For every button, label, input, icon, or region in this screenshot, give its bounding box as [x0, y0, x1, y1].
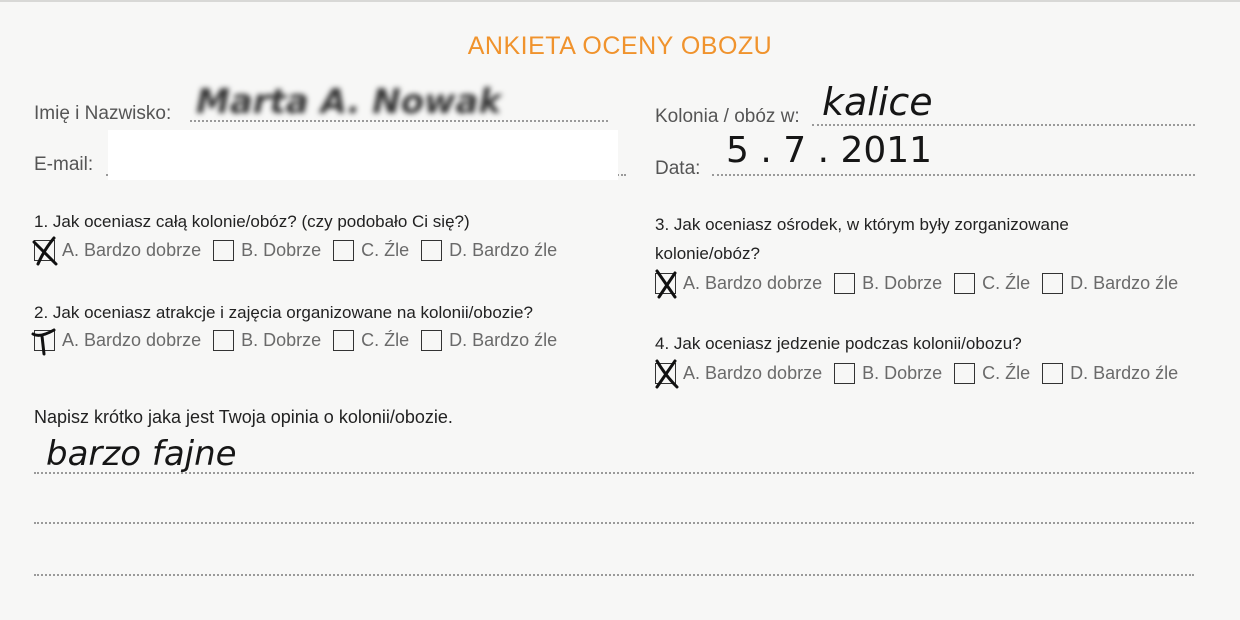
q1-checkbox-c[interactable]	[333, 240, 354, 261]
x-mark-icon	[30, 234, 60, 266]
q1-checkbox-d[interactable]	[421, 240, 442, 261]
opinion-line-1	[34, 472, 1194, 474]
q1-checkbox-a[interactable]	[34, 240, 55, 261]
opinion-line-2	[34, 522, 1194, 524]
question-1: 1. Jak oceniasz całą kolonie/obóz? (czy podobało Ci się?)	[34, 212, 470, 231]
x-mark-icon	[651, 357, 681, 389]
q3-option-b-label: B. Dobrze	[862, 273, 943, 293]
x-mark-icon	[651, 267, 681, 299]
opinion-handwritten-answer[interactable]: barzo fajne	[46, 434, 237, 474]
q1-option-a-label: A. Bardzo dobrze	[62, 240, 202, 260]
q4-option-b-label: B. Dobrze	[862, 363, 943, 383]
email-redaction[interactable]	[108, 130, 618, 180]
q2-option-c[interactable]	[333, 330, 409, 351]
camp-label: Kolonia / obóz w:	[655, 106, 800, 127]
q2-option-b[interactable]	[213, 330, 321, 351]
q3-option-d[interactable]	[1042, 273, 1178, 294]
question-4: 4. Jak oceniasz jedzenie podczas kolonii/obozu?	[655, 334, 1022, 353]
q2-option-a-label: A. Bardzo dobrze	[62, 330, 202, 350]
question-2-options	[34, 330, 569, 351]
name-handwritten-blurred[interactable]: Marta A. Nowak	[196, 82, 502, 122]
question-3-options	[655, 273, 1190, 294]
survey-title: ANKIETA OCENY OBOZU	[467, 32, 773, 60]
question-3-line-2: kolonie/obóz?	[655, 244, 760, 263]
q4-checkbox-a[interactable]	[655, 363, 676, 384]
q4-option-a-label: A. Bardzo dobrze	[683, 363, 823, 383]
q3-option-d-label: D. Bardzo źle	[1070, 273, 1179, 293]
q4-checkbox-c[interactable]	[954, 363, 975, 384]
question-1-options	[34, 240, 569, 261]
q1-checkbox-b[interactable]	[213, 240, 234, 261]
date-dotted-line	[712, 174, 1195, 176]
q4-option-d[interactable]	[1042, 363, 1178, 384]
q1-option-b-label: B. Dobrze	[241, 240, 322, 260]
q2-option-a[interactable]	[34, 330, 201, 351]
q4-option-c[interactable]	[954, 363, 1030, 384]
q3-option-a[interactable]	[655, 273, 822, 294]
q4-checkbox-b[interactable]	[834, 363, 855, 384]
q3-checkbox-a[interactable]	[655, 273, 676, 294]
q1-option-c[interactable]	[333, 240, 409, 261]
q1-option-b[interactable]	[213, 240, 321, 261]
question-3-line-1: 3. Jak oceniasz ośrodek, w którym były zorganizowane	[655, 215, 1069, 234]
q3-checkbox-b[interactable]	[834, 273, 855, 294]
q4-checkbox-d[interactable]	[1042, 363, 1063, 384]
q2-option-b-label: B. Dobrze	[241, 330, 322, 350]
q3-option-c-label: C. Źle	[982, 273, 1031, 293]
q1-option-d-label: D. Bardzo źle	[449, 240, 558, 260]
camp-dotted-line	[812, 124, 1195, 126]
q2-checkbox-a[interactable]	[34, 330, 55, 351]
name-label: Imię i Nazwisko:	[34, 103, 172, 124]
q2-option-d[interactable]	[421, 330, 557, 351]
q2-checkbox-c[interactable]	[333, 330, 354, 351]
q3-option-b[interactable]	[834, 273, 942, 294]
q2-option-d-label: D. Bardzo źle	[449, 330, 558, 350]
email-label: E-mail:	[34, 154, 94, 175]
q3-option-c[interactable]	[954, 273, 1030, 294]
q4-option-a[interactable]	[655, 363, 822, 384]
check-mark-icon	[30, 324, 60, 356]
q1-option-a[interactable]	[34, 240, 201, 261]
q2-option-c-label: C. Źle	[361, 330, 410, 350]
question-4-options	[655, 363, 1190, 384]
date-handwritten[interactable]: 5 . 7 . 2011	[726, 130, 933, 171]
q3-checkbox-d[interactable]	[1042, 273, 1063, 294]
q4-option-d-label: D. Bardzo źle	[1070, 363, 1179, 383]
q4-option-c-label: C. Źle	[982, 363, 1031, 383]
q3-checkbox-c[interactable]	[954, 273, 975, 294]
opinion-question: Napisz krótko jaka jest Twoja opinia o kolonii/obozie.	[34, 407, 453, 427]
camp-handwritten[interactable]: kalice	[822, 80, 933, 124]
q1-option-c-label: C. Źle	[361, 240, 410, 260]
q2-checkbox-b[interactable]	[213, 330, 234, 351]
q3-option-a-label: A. Bardzo dobrze	[683, 273, 823, 293]
q4-option-b[interactable]	[834, 363, 942, 384]
opinion-line-3	[34, 574, 1194, 576]
date-label: Data:	[655, 158, 701, 179]
q1-option-d[interactable]	[421, 240, 557, 261]
question-2: 2. Jak oceniasz atrakcje i zajęcia organizowane na kolonii/obozie?	[34, 303, 533, 322]
q2-checkbox-d[interactable]	[421, 330, 442, 351]
